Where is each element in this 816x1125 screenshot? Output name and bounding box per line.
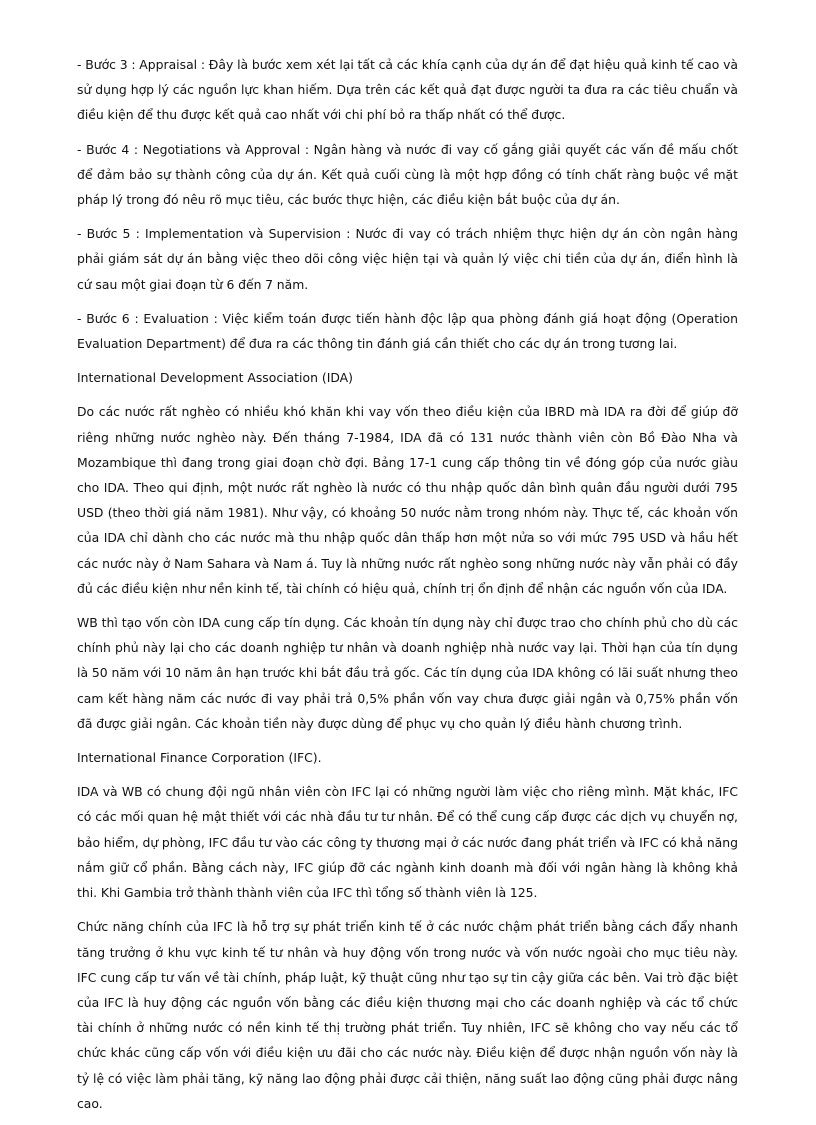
paragraph-ida-intro: Do các nước rất nghèo có nhiều khó khăn khi vay vốn theo điều kiện của IBRD mà IDA ra đời để giúp đỡ riêng những nước nghèo này. Đến tháng 7-1984, IDA đã có 131 nước thành viên còn Bồ Đào Nha và Mozambique thì đang trong giai đoạn chờ đợi. Bảng 17-1 cung cấp thông tin về đóng góp của nước giàu cho IDA. Theo qui định, một nước rất nghèo là nước có thu nhập quốc dân bình quân đầu người dưới 795 USD (theo thời giá năm 1981). Như vậy, có khoảng 50 nước nằm trong nhóm này. Thực tế, các khoản vốn của IDA chỉ dành cho các nước mà thu nhập quốc dân thấp hơn một nửa so với mức 795 USD và hầu hết các nước này ở Nam Sahara và Nam á. Tuy là những nước rất nghèo song những nước này vẫn phải có đầy đủ các điều kiện như nền kinh tế, tài chính có hiệu quả, chính trị ổn định để nhận các nguồn vốn của IDA.	[77, 404, 738, 596]
section-heading-ida: International Development Association (IDA)	[77, 370, 353, 386]
section-heading-ifc: International Finance Corporation (IFC).	[77, 750, 322, 766]
paragraph-ida-credit: WB thì tạo vốn còn IDA cung cấp tín dụng. Các khoản tín dụng này chỉ được trao cho chính phủ cho dù các chính phủ này lại cho các doanh nghiệp tư nhân và doanh nghiệp nhà nước vay lại. Thời hạn của tín dụng là 50 năm với 10 năm ân hạn trước khi bắt đầu trả gốc. Các tín dụng của IDA không có lãi suất nhưng theo cam kết hàng năm các nước đi vay phải trả 0,5% phần vốn vay chưa được giải ngân và 0,75% phần vốn đã được giải ngân. Các khoản tiền này được dùng để phục vụ cho quản lý điều hành chương trình.	[77, 615, 738, 731]
paragraph-step-5: - Bước 5 : Implementation và Supervision : Nước đi vay có trách nhiệm thực hiện dự án còn ngân hàng phải giám sát dự án bằng việc theo dõi công việc hiện tại và quản lý việc chi tiền của dự án, điển hình là cứ sau một giai đoạn từ 6 đến 7 năm.	[77, 226, 738, 292]
paragraph-ifc-function: Chức năng chính của IFC là hỗ trợ sự phát triển kinh tế ở các nước chậm phát triển bằng cách đẩy nhanh tăng trưởng ở khu vực kinh tế tư nhân và huy động vốn trong nước và vốn nước ngoài cho mục tiêu này. IFC cung cấp tư vấn về tài chính, pháp luật, kỹ thuật cũng như tạo sự tin cậy giữa các bên. Vai trò đặc biệt của IFC là huy động các nguồn vốn bằng các điều kiện thương mại cho các doanh nghiệp và các tổ chức tài chính ở những nước có nền kinh tế thị trường phát triển. Tuy nhiên, IFC sẽ không cho vay nếu các tổ chức khác cũng cấp vốn với điều kiện ưu đãi cho các nước này. Điều kiện để được nhận nguồn vốn này là tỷ lệ có việc làm phải tăng, kỹ năng lao động phải được cải thiện, năng suất lao động cũng phải được nâng cao.	[77, 919, 738, 1111]
paragraph-ifc-staff: IDA và WB có chung đội ngũ nhân viên còn IFC lại có những người làm việc cho riêng mình. Mặt khác, IFC có các mối quan hệ mật thiết với các nhà đầu tư tư nhân. Để có thể cung cấp được các dịch vụ chuyển nợ, bảo hiểm, dự phòng, IFC đầu tư vào các công ty thương mại ở các nước đang phát triển và IFC có khả năng nắm giữ cổ phần. Bằng cách này, IFC giúp đỡ các ngành kinh doanh mà đối với ngân hàng là không khả thi. Khi Gambia trở thành thành viên của IFC thì tổng số thành viên là 125.	[77, 784, 738, 901]
document-page	[77, 52, 738, 1125]
paragraph-step-4: - Bước 4 : Negotiations và Approval : Ngân hàng và nước đi vay cố gắng giải quyết các vấn đề mấu chốt để đảm bảo sự thành công của dự án. Kết quả cuối cùng là một hợp đồng có tính chất ràng buộc về mặt pháp lý trong đó nêu rõ mục tiêu, các bước thực hiện, các điều kiện bắt buộc của dự án.	[77, 141, 738, 208]
paragraph-step-3: - Bước 3 : Appraisal : Đây là bước xem xét lại tất cả các khía cạnh của dự án để đạt hiệu quả kinh tế cao và sử dụng hợp lý các nguồn lực khan hiếm. Dựa trên các kết quả đạt được người ta đưa ra các tiêu chuẩn và điều kiện để thu được kết quả cao nhất với chi phí bỏ ra thấp nhất có thể được.	[77, 57, 738, 123]
paragraph-step-6: - Bước 6 : Evaluation : Việc kiểm toán được tiến hành độc lập qua phòng đánh giá hoạt động (Operation Evaluation Department) để đưa ra các thông tin đánh giá cần thiết cho các dự án trong tương lai.	[77, 310, 738, 352]
